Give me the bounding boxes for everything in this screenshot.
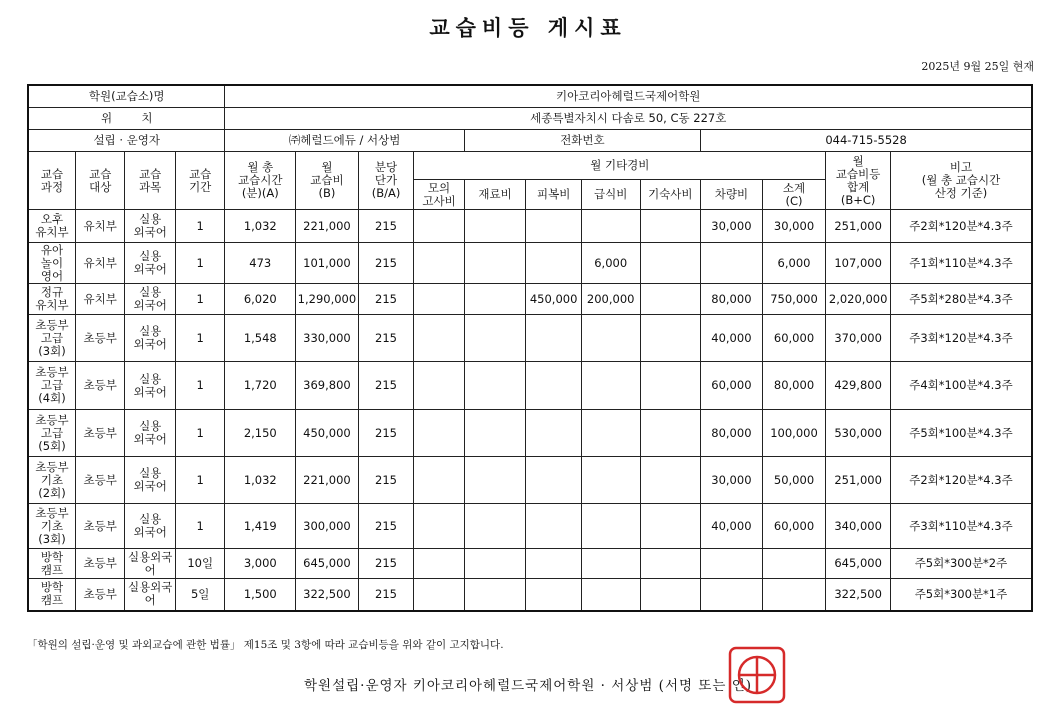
cell-target: 초등부 — [75, 315, 124, 362]
cell-uniform — [526, 362, 582, 410]
cell-mock — [414, 243, 464, 284]
cell-material — [464, 315, 526, 362]
cell-mock — [414, 210, 464, 243]
cell-meal — [581, 315, 640, 362]
cell-total: 322,500 — [826, 579, 891, 611]
cell-total: 645,000 — [826, 549, 891, 579]
cell-dorm — [640, 315, 701, 362]
cell-tuition: 221,000 — [296, 210, 359, 243]
cell-subtotal: 6,000 — [762, 243, 826, 284]
cell-total: 107,000 — [826, 243, 891, 284]
cell-subtotal: 750,000 — [762, 284, 826, 315]
cell-material — [464, 504, 526, 549]
cell-target: 유치부 — [75, 243, 124, 284]
cell-dorm — [640, 579, 701, 611]
cell-tuition: 322,500 — [296, 579, 359, 611]
cell-uniform — [526, 410, 582, 457]
cell-vehicle: 80,000 — [701, 410, 763, 457]
cell-total: 2,020,000 — [826, 284, 891, 315]
cell-course: 초등부 고급 (3회) — [28, 315, 75, 362]
cell-note: 주2회*120분*4.3주 — [890, 457, 1032, 504]
cell-subject: 실용 외국어 — [125, 210, 175, 243]
cell-mock — [414, 362, 464, 410]
cell-total: 340,000 — [826, 504, 891, 549]
cell-note: 주2회*120분*4.3주 — [890, 210, 1032, 243]
cell-subject: 실용외국 어 — [125, 549, 175, 579]
phone-value: 044-715-5528 — [701, 130, 1032, 152]
cell-dorm — [640, 284, 701, 315]
cell-vehicle — [701, 549, 763, 579]
cell-time: 1,548 — [225, 315, 296, 362]
cell-vehicle — [701, 243, 763, 284]
table-row — [28, 549, 1032, 579]
official-seal-stamp — [722, 640, 792, 710]
cell-course: 초등부 기초 (2회) — [28, 457, 75, 504]
cell-meal — [581, 210, 640, 243]
cell-time: 1,032 — [225, 210, 296, 243]
cell-course: 초등부 고급 (5회) — [28, 410, 75, 457]
cell-course: 방학 캠프 — [28, 579, 75, 611]
cell-time: 1,500 — [225, 579, 296, 611]
founder-label: 설립 · 운영자 — [28, 130, 225, 152]
cell-subtotal: 100,000 — [762, 410, 826, 457]
cell-period: 10일 — [175, 549, 225, 579]
cell-mock — [414, 457, 464, 504]
cell-dorm — [640, 549, 701, 579]
cell-vehicle: 40,000 — [701, 315, 763, 362]
cell-course: 정규 유치부 — [28, 284, 75, 315]
page-title: 교습비등 게시표 — [429, 15, 627, 40]
cell-period: 1 — [175, 410, 225, 457]
cell-period: 1 — [175, 284, 225, 315]
cell-note: 주1회*110분*4.3주 — [890, 243, 1032, 284]
cell-unit: 215 — [358, 210, 414, 243]
founder-value: ㈜헤럴드에듀 / 서상범 — [225, 130, 464, 152]
cell-material — [464, 579, 526, 611]
cell-target: 초등부 — [75, 362, 124, 410]
cell-uniform — [526, 243, 582, 284]
cell-note: 주3회*110분*4.3주 — [890, 504, 1032, 549]
cell-time: 1,419 — [225, 504, 296, 549]
cell-target: 초등부 — [75, 504, 124, 549]
cell-subtotal: 80,000 — [762, 362, 826, 410]
cell-tuition: 645,000 — [296, 549, 359, 579]
cell-tuition: 330,000 — [296, 315, 359, 362]
cell-period: 1 — [175, 504, 225, 549]
table-row — [28, 315, 1032, 362]
cell-note: 주5회*300분*2주 — [890, 549, 1032, 579]
header-note: 비고 (월 총 교습시간 산정 기준) — [890, 152, 1032, 210]
cell-unit: 215 — [358, 410, 414, 457]
cell-dorm — [640, 243, 701, 284]
cell-subject: 실용 외국어 — [125, 362, 175, 410]
cell-subject: 실용 외국어 — [125, 243, 175, 284]
cell-material — [464, 410, 526, 457]
cell-uniform — [526, 549, 582, 579]
cell-dorm — [640, 210, 701, 243]
cell-tuition: 1,290,000 — [296, 284, 359, 315]
header-total-time: 월 총 교습시간 (분)(A) — [225, 152, 296, 210]
cell-uniform: 450,000 — [526, 284, 582, 315]
cell-meal — [581, 504, 640, 549]
cell-target: 초등부 — [75, 579, 124, 611]
cell-course: 방학 캠프 — [28, 549, 75, 579]
cell-mock — [414, 315, 464, 362]
cell-unit: 215 — [358, 504, 414, 549]
cell-material — [464, 284, 526, 315]
cell-time: 1,032 — [225, 457, 296, 504]
cell-subtotal: 30,000 — [762, 210, 826, 243]
cell-material — [464, 549, 526, 579]
cell-dorm — [640, 410, 701, 457]
cell-unit: 215 — [358, 579, 414, 611]
cell-subject: 실용 외국어 — [125, 410, 175, 457]
header-total: 월 교습비등 합계 (B+C) — [826, 152, 891, 210]
cell-period: 1 — [175, 243, 225, 284]
cell-subtotal — [762, 579, 826, 611]
legal-footnote: 「학원의 설립·운영 및 과외교습에 관한 법률」 제15조 및 3항에 따라 교습비등을 위와 같이 고지합니다. — [27, 639, 504, 651]
cell-material — [464, 243, 526, 284]
cell-unit: 215 — [358, 315, 414, 362]
cell-time: 1,720 — [225, 362, 296, 410]
table-row — [28, 410, 1032, 457]
notice-date: 2025년 9월 25일 현재 — [921, 60, 1034, 73]
table-row — [28, 210, 1032, 243]
cell-material — [464, 457, 526, 504]
header-period: 교습 기간 — [175, 152, 225, 210]
cell-dorm — [640, 504, 701, 549]
cell-time: 2,150 — [225, 410, 296, 457]
cell-subject: 실용외국 어 — [125, 579, 175, 611]
cell-total: 251,000 — [826, 210, 891, 243]
table-row — [28, 504, 1032, 549]
cell-note: 주5회*100분*4.3주 — [890, 410, 1032, 457]
header-uniform: 피복비 — [526, 180, 582, 210]
cell-unit: 215 — [358, 549, 414, 579]
table-row — [28, 243, 1032, 284]
cell-period: 1 — [175, 315, 225, 362]
cell-vehicle: 60,000 — [701, 362, 763, 410]
header-subtotal: 소계 (C) — [762, 180, 826, 210]
cell-target: 유치부 — [75, 284, 124, 315]
cell-tuition: 101,000 — [296, 243, 359, 284]
cell-mock — [414, 549, 464, 579]
cell-subject: 실용 외국어 — [125, 284, 175, 315]
cell-period: 1 — [175, 457, 225, 504]
phone-label: 전화번호 — [464, 130, 700, 152]
cell-vehicle: 30,000 — [701, 457, 763, 504]
cell-target: 초등부 — [75, 549, 124, 579]
header-course: 교습 과정 — [28, 152, 75, 210]
cell-unit: 215 — [358, 243, 414, 284]
cell-subtotal: 60,000 — [762, 315, 826, 362]
cell-mock — [414, 410, 464, 457]
cell-time: 473 — [225, 243, 296, 284]
table-row — [28, 579, 1032, 611]
cell-material — [464, 362, 526, 410]
cell-target: 초등부 — [75, 457, 124, 504]
cell-time: 6,020 — [225, 284, 296, 315]
cell-mock — [414, 579, 464, 611]
cell-subject: 실용 외국어 — [125, 315, 175, 362]
signature-line: 학원설립·운영자 키아코리아헤럴드국제어학원 · 서상범 (서명 또는 인) — [303, 678, 752, 694]
cell-meal — [581, 549, 640, 579]
cell-time: 3,000 — [225, 549, 296, 579]
cell-tuition: 300,000 — [296, 504, 359, 549]
cell-meal — [581, 457, 640, 504]
header-meal: 급식비 — [581, 180, 640, 210]
cell-course: 초등부 기초 (3회) — [28, 504, 75, 549]
cell-unit: 215 — [358, 362, 414, 410]
cell-uniform — [526, 579, 582, 611]
cell-tuition: 369,800 — [296, 362, 359, 410]
cell-unit: 215 — [358, 284, 414, 315]
cell-course: 오후 유치부 — [28, 210, 75, 243]
cell-dorm — [640, 362, 701, 410]
cell-course: 초등부 고급 (4회) — [28, 362, 75, 410]
cell-subject: 실용 외국어 — [125, 504, 175, 549]
header-vehicle: 차량비 — [701, 180, 763, 210]
cell-meal — [581, 362, 640, 410]
table-row — [28, 362, 1032, 410]
header-tuition: 월 교습비 (B) — [296, 152, 359, 210]
cell-subtotal — [762, 549, 826, 579]
cell-subject: 실용 외국어 — [125, 457, 175, 504]
cell-note: 주4회*100분*4.3주 — [890, 362, 1032, 410]
academy-name-value: 키아코리아헤럴드국제어학원 — [225, 85, 1032, 108]
cell-total: 530,000 — [826, 410, 891, 457]
cell-period: 1 — [175, 210, 225, 243]
cell-course: 유아 놀이 영어 — [28, 243, 75, 284]
cell-tuition: 221,000 — [296, 457, 359, 504]
cell-uniform — [526, 315, 582, 362]
tuition-table — [27, 84, 1033, 612]
cell-total: 370,000 — [826, 315, 891, 362]
cell-total: 429,800 — [826, 362, 891, 410]
cell-total: 251,000 — [826, 457, 891, 504]
cell-mock — [414, 504, 464, 549]
cell-note: 주3회*120분*4.3주 — [890, 315, 1032, 362]
cell-tuition: 450,000 — [296, 410, 359, 457]
cell-vehicle: 80,000 — [701, 284, 763, 315]
table-row — [28, 284, 1032, 315]
header-material: 재료비 — [464, 180, 526, 210]
header-subject: 교습 과목 — [125, 152, 175, 210]
cell-note: 주5회*300분*1주 — [890, 579, 1032, 611]
cell-unit: 215 — [358, 457, 414, 504]
cell-dorm — [640, 457, 701, 504]
table-row — [28, 457, 1032, 504]
cell-meal — [581, 410, 640, 457]
cell-period: 5일 — [175, 579, 225, 611]
cell-uniform — [526, 457, 582, 504]
cell-uniform — [526, 210, 582, 243]
cell-target: 초등부 — [75, 410, 124, 457]
cell-mock — [414, 284, 464, 315]
cell-uniform — [526, 504, 582, 549]
cell-subtotal: 60,000 — [762, 504, 826, 549]
cell-vehicle: 40,000 — [701, 504, 763, 549]
academy-name-label: 학원(교습소)명 — [28, 85, 225, 108]
cell-vehicle — [701, 579, 763, 611]
header-dorm: 기숙사비 — [640, 180, 701, 210]
cell-subtotal: 50,000 — [762, 457, 826, 504]
cell-period: 1 — [175, 362, 225, 410]
cell-note: 주5회*280분*4.3주 — [890, 284, 1032, 315]
header-other-fees: 월 기타경비 — [414, 152, 826, 180]
cell-vehicle: 30,000 — [701, 210, 763, 243]
location-value: 세종특별자치시 다솜로 50, C동 227호 — [225, 108, 1032, 130]
location-label: 위 치 — [28, 108, 225, 130]
cell-material — [464, 210, 526, 243]
cell-meal — [581, 579, 640, 611]
cell-meal: 200,000 — [581, 284, 640, 315]
header-mock-exam: 모의 고사비 — [414, 180, 464, 210]
header-unit-price: 분당 단가 (B/A) — [358, 152, 414, 210]
header-target: 교습 대상 — [75, 152, 124, 210]
cell-target: 유치부 — [75, 210, 124, 243]
cell-meal: 6,000 — [581, 243, 640, 284]
